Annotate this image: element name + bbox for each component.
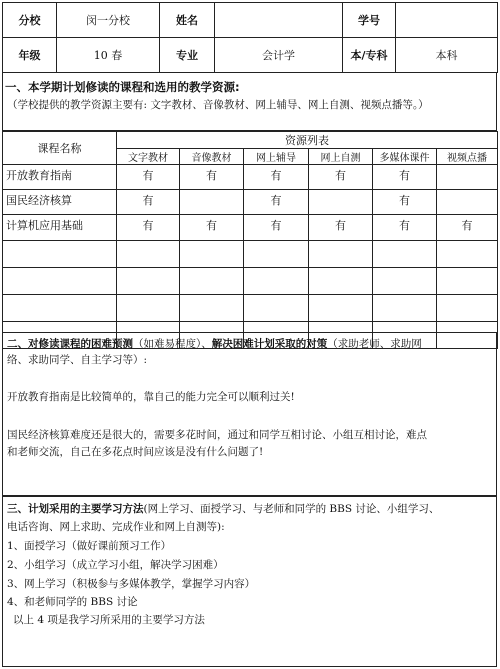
resource-column-header: 网上自测	[309, 149, 373, 165]
resource-availability-cell: 有	[373, 165, 437, 190]
section2-title-line2: 络、求助同学、自主学习等）:	[7, 354, 148, 366]
section1-title: 一、本学期计划修读的课程和选用的教学资源:	[5, 80, 240, 94]
major-label: 专业	[160, 38, 215, 73]
course-name-cell: 开放教育指南	[3, 165, 117, 190]
section-difficulty-forecast	[2, 332, 497, 496]
section3-title-line1: 三、计划采用的主要学习方法(网上学习、面授学习、与老师和同学的 BBS 讨论、小组学习、	[7, 503, 440, 515]
grade-value: 10 春	[57, 38, 160, 73]
resource-availability-cell	[309, 295, 373, 322]
resource-availability-cell: 有	[244, 190, 309, 215]
school-value: 闵一分校	[57, 3, 160, 38]
section3-title-line2: 电话咨询、网上求助、完成作业和网上自测等):	[7, 521, 225, 533]
resource-availability-cell: 有	[180, 215, 244, 241]
method-item: 2、小组学习（成立学习小组，解决学习困难）	[7, 559, 224, 571]
resource-list-header: 资源列表	[117, 132, 498, 149]
resource-availability-cell: 有	[244, 165, 309, 190]
resource-availability-cell	[437, 241, 498, 268]
method-item: 3、网上学习（积极参与多媒体教学，掌握学习内容）	[7, 578, 256, 590]
resource-availability-cell	[244, 268, 309, 295]
resource-availability-cell: 有	[117, 215, 180, 241]
table-row	[3, 295, 498, 322]
course-name-cell	[3, 241, 117, 268]
resource-column-header: 音像教材	[180, 149, 244, 165]
resource-column-header: 文字教材	[117, 149, 180, 165]
section2-title-line1: 二、对修读课程的困难预测（如难易程度）、解决困难计划采取的对策（求助老师、求助网	[7, 338, 422, 350]
resource-availability-cell	[309, 268, 373, 295]
course-name-header: 课程名称	[3, 132, 117, 165]
resource-column-header: 视频点播	[437, 149, 498, 165]
level-value: 本科	[396, 38, 498, 73]
level-label: 本/专科	[343, 38, 396, 73]
resource-availability-cell	[437, 295, 498, 322]
method-item: 4、和老师同学的 BBS 讨论	[7, 596, 138, 608]
method-item: 1、面授学习（做好课前预习工作）	[7, 540, 172, 552]
grade-label: 年级	[3, 38, 57, 73]
resource-availability-cell	[309, 190, 373, 215]
resource-availability-cell	[117, 241, 180, 268]
resource-availability-cell	[437, 165, 498, 190]
student-info-table	[2, 2, 498, 73]
resource-availability-cell	[117, 295, 180, 322]
resource-availability-cell: 有	[180, 165, 244, 190]
table-row	[3, 215, 498, 241]
student-id-value	[396, 3, 498, 38]
school-label: 分校	[3, 3, 57, 38]
course-name-cell	[3, 295, 117, 322]
resource-availability-cell: 有	[117, 165, 180, 190]
resource-availability-cell	[244, 241, 309, 268]
resource-availability-cell: 有	[117, 190, 180, 215]
resource-availability-cell: 有	[309, 165, 373, 190]
resource-availability-cell: 有	[373, 215, 437, 241]
resource-availability-cell	[309, 241, 373, 268]
resource-availability-cell	[373, 268, 437, 295]
resource-table	[2, 131, 498, 349]
resource-availability-cell	[373, 241, 437, 268]
section2-paragraph-2-line1: 国民经济核算难度还是很大的，需要多花时间，通过和同学互相讨论、小组互相讨论，难点	[7, 429, 427, 441]
methods-summary: 以上 4 项是我学习所采用的主要学习方法	[13, 614, 205, 626]
resource-column-header: 多媒体课件	[373, 149, 437, 165]
resource-availability-cell	[373, 295, 437, 322]
resource-column-header: 网上辅导	[244, 149, 309, 165]
name-value	[215, 3, 343, 38]
resource-availability-cell	[244, 295, 309, 322]
student-id-label: 学号	[343, 3, 396, 38]
table-row	[3, 268, 498, 295]
section-study-methods	[2, 496, 497, 667]
resource-availability-cell	[437, 268, 498, 295]
course-name-cell	[3, 268, 117, 295]
resource-availability-cell	[180, 268, 244, 295]
resource-availability-cell: 有	[244, 215, 309, 241]
resource-availability-cell	[117, 268, 180, 295]
course-name-cell: 计算机应用基础	[3, 215, 117, 241]
section1-subtitle: （学校提供的教学资源主要有: 文字教材、音像教材、网上辅导、网上自测、视频点播等。）	[7, 99, 429, 111]
course-name-cell: 国民经济核算	[3, 190, 117, 215]
resource-availability-cell: 有	[309, 215, 373, 241]
table-row	[3, 241, 498, 268]
section2-paragraph-2-line2: 和老师交流，自己在多花点时间应该是没有什么问题了!	[7, 446, 264, 458]
resource-availability-cell	[437, 190, 498, 215]
table-row	[3, 165, 498, 190]
resource-availability-cell	[180, 241, 244, 268]
resource-availability-cell	[180, 190, 244, 215]
resource-availability-cell	[180, 295, 244, 322]
table-row	[3, 190, 498, 215]
name-label: 姓名	[160, 3, 215, 38]
resource-availability-cell: 有	[437, 215, 498, 241]
section2-paragraph-1: 开放教育指南是比较简单的，靠自己的能力完全可以顺利过关!	[7, 391, 295, 403]
resource-availability-cell: 有	[373, 190, 437, 215]
major-value: 会计学	[215, 38, 343, 73]
section-courses-resources	[2, 72, 497, 131]
